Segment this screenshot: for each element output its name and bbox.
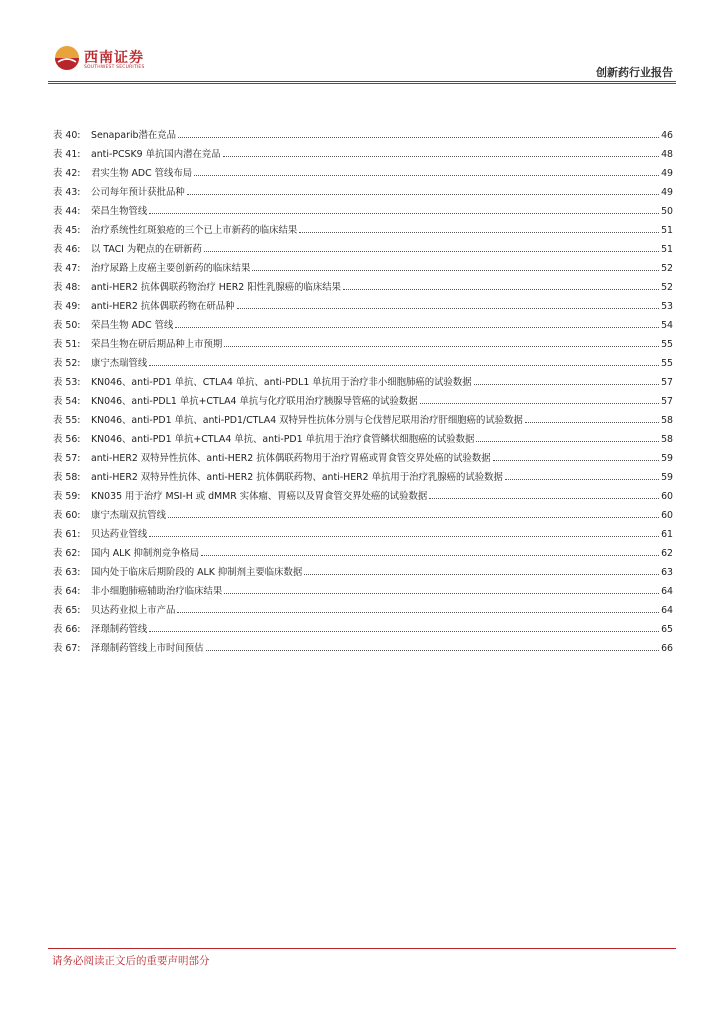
toc-entry-title: 贝达药业拟上市产品 [91,605,176,616]
toc-entry-number: 表 54: [53,396,81,407]
toc-entry-page: 60 [661,510,673,521]
toc-entry-page: 65 [661,624,673,635]
disclaimer-note: 请务必阅读正文后的重要声明部分 [52,955,210,967]
toc-entry-page: 61 [661,529,673,540]
toc-entry-number: 表 48: [53,282,81,293]
toc-entry-number: 表 53: [53,377,81,388]
toc-entry-page: 58 [661,415,673,426]
toc-entry-page: 62 [661,548,673,559]
toc-leader-dots [252,270,659,271]
footer-divider [48,948,676,949]
toc-entry-page: 54 [661,320,673,331]
toc-entry[interactable] [53,179,673,198]
toc-leader-dots [429,498,659,499]
toc-entry-title: KN035 用于治疗 MSI-H 或 dMMR 实体瘤、胃癌以及胃食管交界处癌的试验数据 [91,491,428,502]
report-type-label: 创新药行业报告 [596,66,673,79]
toc-leader-dots [237,308,660,309]
toc-leader-dots [343,289,659,290]
header-divider [48,81,676,82]
toc-entry[interactable] [53,616,673,635]
toc-entry-number: 表 45: [53,225,81,236]
toc-entry-title: 泽璟制药管线 [91,624,148,635]
toc-entry-page: 51 [661,225,673,236]
toc-entry[interactable] [53,407,673,426]
toc-entry-title: anti-HER2 双特异性抗体、anti-HER2 抗体偶联药物、anti-HER2 单抗用于治疗乳腺癌的试验数据 [91,472,503,483]
toc-entry[interactable] [53,255,673,274]
toc-entry[interactable] [53,464,673,483]
toc-entry[interactable] [53,445,673,464]
toc-entry-page: 55 [661,358,673,369]
toc-entry[interactable] [53,597,673,616]
toc-entry-page: 52 [661,263,673,274]
toc-entry-number: 表 66: [53,624,81,635]
toc-entry[interactable] [53,350,673,369]
toc-entry[interactable] [53,141,673,160]
toc-leader-dots [493,460,659,461]
toc-entry-page: 51 [661,244,673,255]
toc-leader-dots [476,441,659,442]
toc-entry-number: 表 57: [53,453,81,464]
toc-entry-page: 58 [661,434,673,445]
toc-entry-number: 表 56: [53,434,81,445]
toc-entry-number: 表 58: [53,472,81,483]
toc-leader-dots [149,365,659,366]
toc-entry[interactable] [53,540,673,559]
toc-entry-page: 57 [661,377,673,388]
toc-entry-title: KN046、anti-PDL1 单抗+CTLA4 单抗与化疗联用治疗胰腺导管癌的试验数据 [91,396,418,407]
header-divider-secondary [48,83,676,84]
toc-entry[interactable] [53,293,673,312]
toc-entry[interactable] [53,160,673,179]
toc-entry-title: 公司每年预计获批品种 [91,187,185,198]
toc-leader-dots [206,650,660,651]
toc-entry-page: 59 [661,453,673,464]
toc-entry-title: 国内 ALK 抑制剂竞争格局 [91,548,200,559]
toc-entry-title: 康宁杰瑞双抗管线 [91,510,167,521]
sun-emblem-icon [54,45,80,71]
toc-entry-page: 55 [661,339,673,350]
toc-entry-page: 66 [661,643,673,654]
toc-entry[interactable] [53,559,673,578]
toc-entry-page: 50 [661,206,673,217]
toc-leader-dots [224,593,659,594]
toc-entry-number: 表 44: [53,206,81,217]
toc-entry-page: 64 [661,605,673,616]
toc-entry-title: 以 TACI 为靶点的在研新药 [91,244,202,255]
toc-leader-dots [175,327,659,328]
toc-entry-number: 表 59: [53,491,81,502]
toc-entry-page: 46 [661,130,673,141]
toc-entry[interactable] [53,502,673,521]
toc-entry-number: 表 60: [53,510,81,521]
logo-chinese-name: 西南证券 [84,50,144,66]
toc-leader-dots [178,137,659,138]
toc-entry-number: 表 47: [53,263,81,274]
toc-entry-title: KN046、anti-PD1 单抗、CTLA4 单抗、anti-PDL1 单抗用于治疗非小细胞肺癌的试验数据 [91,377,472,388]
logo-english-name: SOUTHWEST SECURITIES [84,65,145,70]
toc-entry-number: 表 64: [53,586,81,597]
toc-entry-title: 荣昌生物管线 [91,206,148,217]
toc-entry[interactable] [53,331,673,350]
toc-entry-page: 57 [661,396,673,407]
toc-entry-title: 君实生物 ADC 管线布局 [91,168,193,179]
toc-entry-page: 49 [661,168,673,179]
toc-entry-number: 表 50: [53,320,81,331]
toc-leader-dots [474,384,659,385]
toc-entry[interactable] [53,388,673,407]
toc-leader-dots [525,422,659,423]
toc-entry-number: 表 49: [53,301,81,312]
toc-leader-dots [194,175,659,176]
toc-entry[interactable] [53,274,673,293]
toc-leader-dots [177,612,659,613]
toc-entry[interactable] [53,369,673,388]
toc-entry[interactable] [53,426,673,445]
toc-leader-dots [168,517,659,518]
toc-leader-dots [420,403,659,404]
toc-entry[interactable] [53,122,673,141]
toc-leader-dots [505,479,659,480]
toc-entry-title: anti-HER2 抗体偶联药物治疗 HER2 阳性乳腺癌的临床结果 [91,282,341,293]
toc-entry[interactable] [53,483,673,502]
toc-leader-dots [149,631,659,632]
toc-leader-dots [299,232,659,233]
toc-entry-title: 治疗尿路上皮癌主要创新药的临床结果 [91,263,251,274]
toc-leader-dots [223,156,659,157]
toc-entry-number: 表 41: [53,149,81,160]
toc-entry-title: 治疗系统性红斑狼疮的三个已上市新药的临床结果 [91,225,298,236]
toc-leader-dots [187,194,659,195]
toc-entry-title: 泽璟制药管线上市时间预估 [91,643,204,654]
toc-entry-title: 国内处于临床后期阶段的 ALK 抑制剂主要临床数据 [91,567,303,578]
toc-leader-dots [149,536,659,537]
toc-entry-page: 64 [661,586,673,597]
toc-entry[interactable] [53,312,673,331]
toc-entry-title: anti-PCSK9 单抗国内潜在竞品 [91,149,221,160]
toc-entry-number: 表 40: [53,130,81,141]
toc-leader-dots [149,213,659,214]
toc-entry[interactable] [53,521,673,540]
toc-entry[interactable] [53,217,673,236]
toc-leader-dots [201,555,659,556]
toc-entry[interactable] [53,635,673,654]
toc-entry-page: 52 [661,282,673,293]
toc-entry-title: KN046、anti-PD1 单抗+CTLA4 单抗、anti-PD1 单抗用于治疗食管鳞状细胞癌的试验数据 [91,434,475,445]
table-of-contents [53,122,673,654]
toc-entry-page: 53 [661,301,673,312]
toc-entry-number: 表 62: [53,548,81,559]
toc-entry-title: 贝达药业管线 [91,529,148,540]
toc-entry-number: 表 52: [53,358,81,369]
toc-entry-page: 49 [661,187,673,198]
toc-entry-title: 康宁杰瑞管线 [91,358,148,369]
toc-entry-number: 表 67: [53,643,81,654]
toc-entry-title: anti-HER2 抗体偶联药物在研品种 [91,301,235,312]
toc-leader-dots [204,251,659,252]
toc-entry-number: 表 55: [53,415,81,426]
toc-entry-number: 表 61: [53,529,81,540]
toc-entry-title: anti-HER2 双特异性抗体、anti-HER2 抗体偶联药物用于治疗胃癌或胃食管交界处癌的试验数据 [91,453,491,464]
toc-entry-number: 表 51: [53,339,81,350]
toc-entry-number: 表 65: [53,605,81,616]
toc-entry[interactable] [53,236,673,255]
toc-entry-title: 非小细胞肺癌辅助治疗临床结果 [91,586,223,597]
company-logo [50,43,160,75]
toc-entry-page: 48 [661,149,673,160]
toc-entry-title: KN046、anti-PD1 单抗、anti-PD1/CTLA4 双特异性抗体分别与仑伐替尼联用治疗肝细胞癌的试验数据 [91,415,523,426]
toc-entry-number: 表 46: [53,244,81,255]
toc-entry-number: 表 63: [53,567,81,578]
toc-entry[interactable] [53,578,673,597]
toc-entry-page: 60 [661,491,673,502]
toc-leader-dots [304,574,659,575]
toc-entry-title: Senaparib潜在竞品 [91,130,177,141]
toc-entry[interactable] [53,198,673,217]
toc-entry-title: 荣昌生物 ADC 管线 [91,320,174,331]
toc-entry-title: 荣昌生物在研后期品种上市预期 [91,339,223,350]
toc-entry-number: 表 43: [53,187,81,198]
toc-entry-page: 63 [661,567,673,578]
toc-leader-dots [224,346,659,347]
toc-entry-page: 59 [661,472,673,483]
toc-entry-number: 表 42: [53,168,81,179]
